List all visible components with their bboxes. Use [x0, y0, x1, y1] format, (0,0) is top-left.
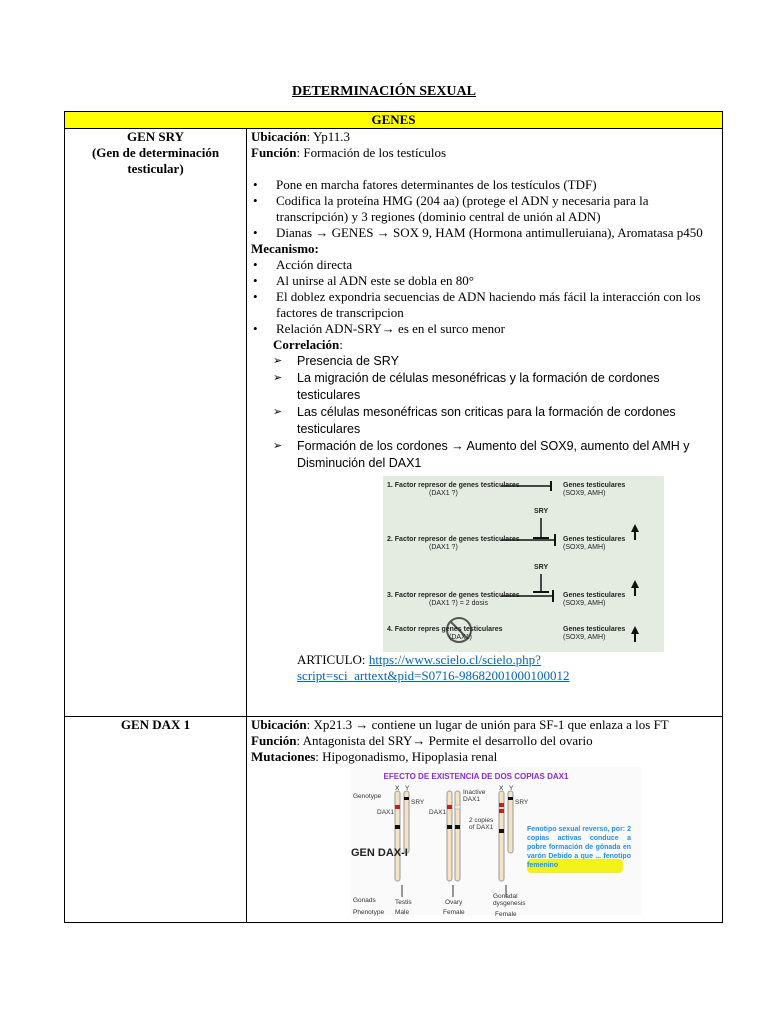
ubicacion-value: : Xp21.3 → contiene un lugar de unión para SF-1 que enlaza a los FT — [306, 717, 669, 732]
figure-label: Inactive DAX1 — [463, 789, 486, 803]
figure-label: (SOX9, AMH) — [563, 544, 606, 551]
figure-label: DAX1 — [429, 809, 446, 816]
figure-label: (SOX9, AMH) — [563, 634, 606, 641]
correlacion-colon: : — [339, 337, 343, 352]
gene-name: GEN SRY — [127, 129, 184, 144]
funcion-value: : Antagonista del SRY→ Permite el desarrollo del ovario — [296, 733, 593, 748]
mutaciones-value: : Hipogonadismo, Hipoplasia renal — [315, 749, 498, 764]
list-item: • Acción directa — [276, 257, 718, 273]
ubicacion-label: Ubicación — [251, 129, 307, 144]
mutaciones-line — [251, 749, 718, 765]
list-item: ➢ Formación de los cordones → Aumento del SOX9, aumento del AMH y Disminución del DAX1 — [297, 438, 718, 472]
funcion-line — [251, 733, 718, 749]
gene-name-detail: testicular) — [127, 161, 184, 176]
figure-label: Male — [395, 909, 410, 916]
sry-repressor-figure — [383, 476, 664, 652]
figure-label: (DAX1) — [449, 634, 472, 641]
figure-label: Genes testiculares — [563, 626, 626, 633]
figure-label: (DAX1 ?) — [429, 544, 458, 551]
gene-name-cell — [65, 717, 247, 923]
table-row — [65, 717, 723, 923]
correlacion-line — [251, 337, 718, 353]
list-item: ➢ La migración de células mesonéfricas y la formación de cordones testiculares — [297, 370, 718, 404]
ubicacion-value: : Yp11.3 — [306, 129, 350, 144]
ubicacion-label: Ubicación — [251, 717, 307, 732]
figure-title: GEN DAX-I — [351, 847, 408, 859]
gene-name-detail: (Gen de determinación — [91, 145, 220, 160]
funcion-line — [251, 145, 718, 161]
funcion-label: Función — [251, 733, 297, 748]
ubicacion-line — [251, 717, 718, 733]
figure-label: Phenotype — [353, 909, 385, 916]
funcion-list — [251, 177, 718, 241]
figure-label: Genes testiculares — [563, 592, 626, 599]
dax1-dosage-figure — [351, 767, 641, 918]
gene-name-cell — [65, 129, 247, 717]
table-header: GENES — [65, 112, 723, 129]
correlacion-list — [251, 353, 718, 472]
figure-label: (DAX1 ?) = 2 dosis — [429, 600, 488, 607]
figure-note: Fenotipo sexual reverso, por: 2 copias activas conduce a pobre formación de gónada en varón Debido a que ... fenotipo femenino — [527, 826, 631, 869]
correlacion-label: Correlación — [273, 337, 340, 352]
mecanismo-label: Mecanismo: — [251, 241, 319, 256]
figure-label: 1. Factor represor de genes testiculares — [387, 482, 520, 489]
figure-label: 3. Factor represor de genes testiculares — [387, 592, 520, 599]
figure-label: Female — [495, 911, 517, 918]
figure-label: Genotype — [353, 793, 382, 800]
figure-label: 2 copies of DAX1 — [469, 817, 494, 831]
figure-label: (SOX9, AMH) — [563, 600, 606, 607]
figure-label: Gonadal dysgenesis — [493, 893, 526, 907]
list-item: ➢ Las células mesonéfricas son criticas para la formación de cordones testiculares — [297, 404, 718, 438]
figure-label: SRY — [515, 799, 529, 806]
article-link-continued[interactable]: script=sci_arttext&pid=S0716-98682001000100012 — [297, 668, 570, 683]
figure-label: Ovary — [445, 899, 463, 906]
figure-label: X — [499, 785, 504, 792]
gene-name: GEN DAX 1 — [120, 717, 191, 732]
figure-label: (DAX1 ?) — [429, 490, 458, 497]
figure-label: DAX1 — [377, 809, 394, 816]
list-item: • Codifica la proteína HMG (204 aa) (protege el ADN y necesaria para la transcripción) y 3 regiones (dominio central de unión al ADN) — [276, 193, 718, 225]
figure-label: SRY — [534, 508, 549, 515]
ubicacion-line — [251, 129, 718, 145]
article-label: ARTICULO: — [297, 652, 369, 667]
list-item: ➢ Presencia de SRY — [297, 353, 718, 370]
article-reference — [251, 652, 718, 684]
figure-label: (SOX9, AMH) — [563, 490, 606, 497]
figure-label: SRY — [411, 799, 425, 806]
list-item: • Pone en marcha fatores determinantes de los testículos (TDF) — [276, 177, 718, 193]
figure-label: Genes testiculares — [563, 536, 626, 543]
figure-label: SRY — [534, 564, 549, 571]
figure-label: 2. Factor represor de genes testiculares — [387, 536, 520, 543]
list-item: • El doblez expondria secuencias de ADN haciendo más fácil la interacción con los factores de transcripcion — [276, 289, 718, 321]
figure-label: Y — [509, 785, 514, 792]
figure-label: Gonads — [353, 897, 376, 904]
figure-label: X — [395, 785, 400, 792]
article-link[interactable]: https://www.scielo.cl/scielo.php? — [368, 652, 541, 667]
figure-label: Genes testiculares — [563, 482, 626, 489]
funcion-label: Función — [251, 145, 297, 160]
gene-detail-cell — [247, 717, 723, 923]
figure-label: Testis — [395, 899, 412, 906]
figure-label: Female — [443, 909, 465, 916]
figure-label: 4. Factor repres genes testiculares — [387, 626, 503, 633]
genes-table — [64, 111, 723, 923]
gene-detail-cell — [247, 129, 723, 717]
list-item: • Relación ADN-SRY→ es en el surco menor — [276, 321, 718, 337]
list-item: • Dianas → GENES → SOX 9, HAM (Hormona antimulleruiana), Aromatasa p450 — [276, 225, 718, 241]
page-title: DETERMINACIÓN SEXUAL — [292, 84, 476, 99]
mutaciones-label: Mutaciones — [251, 749, 316, 764]
funcion-value: : Formación de los testículos — [296, 145, 446, 160]
table-row — [65, 129, 723, 717]
figure-caption: EFECTO DE EXISTENCIA DE DOS COPIAS DAX1 — [383, 772, 569, 781]
list-item: • Al unirse al ADN este se dobla en 80° — [276, 273, 718, 289]
figure-label: Y — [405, 785, 410, 792]
mecanismo-list — [251, 257, 718, 337]
